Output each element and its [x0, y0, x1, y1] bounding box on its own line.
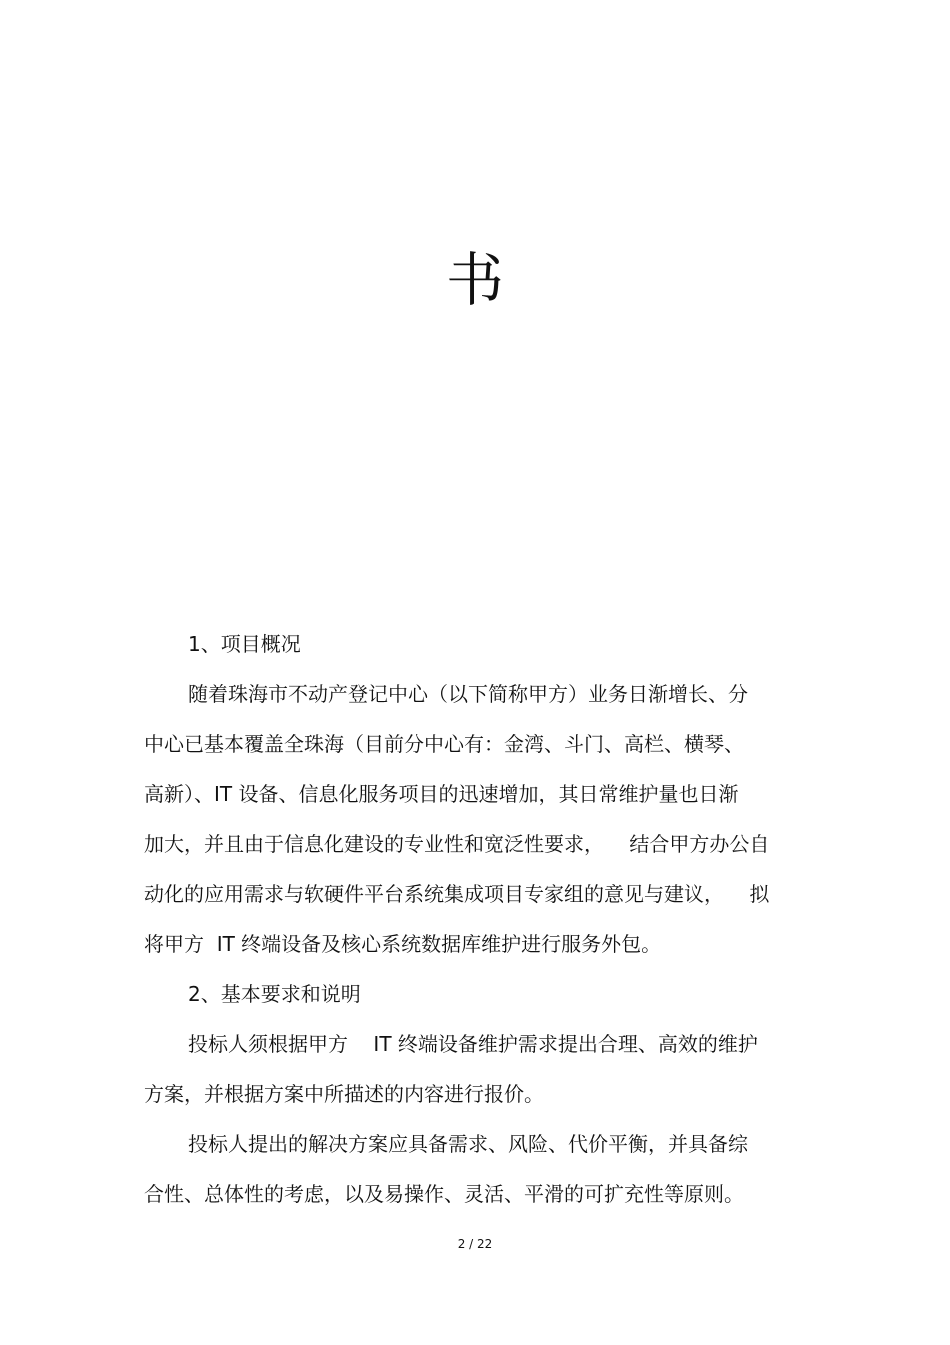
paragraph-3-line-2: 合性、总体性的考虑，以及易操作、灵活、平滑的可扩充性等原则。	[144, 1182, 744, 1206]
paragraph-1-line-4: 加大，并且由于信息化建设的专业性和宽泛性要求， 结合甲方办公自	[144, 832, 770, 856]
paragraph-1-line-1: 随着珠海市不动产登记中心（以下简称甲方）业务日渐增长、分	[188, 682, 748, 706]
paragraph-2-line-2: 方案，并根据方案中所描述的内容进行报价。	[144, 1082, 544, 1106]
paragraph-1-line-5: 动化的应用需求与软硬件平台系统集成项目专家组的意见与建议， 拟	[144, 882, 770, 906]
paragraph-2-line-1: 投标人须根据甲方 IT 终端设备维护需求提出合理、高效的维护	[188, 1032, 758, 1056]
title-character: 书	[445, 246, 504, 314]
paragraph-1-line-3: 高新）、IT 设备、信息化服务项目的迅速增加，其日常维护量也日渐	[144, 782, 739, 806]
paragraph-1-line-6: 将甲方 IT 终端设备及核心系统数据库维护进行服务外包。	[144, 932, 662, 956]
page-number: 2 / 22	[457, 1237, 493, 1251]
section-heading-2: 2、基本要求和说明	[188, 982, 361, 1006]
paragraph-3-line-1: 投标人提出的解决方案应具备需求、风险、代价平衡，并具备综	[188, 1132, 748, 1156]
paragraph-1-line-2: 中心已基本覆盖全珠海（目前分中心有：金湾、斗门、高栏、横琴、	[144, 732, 744, 756]
section-heading-1: 1、项目概况	[188, 632, 301, 656]
